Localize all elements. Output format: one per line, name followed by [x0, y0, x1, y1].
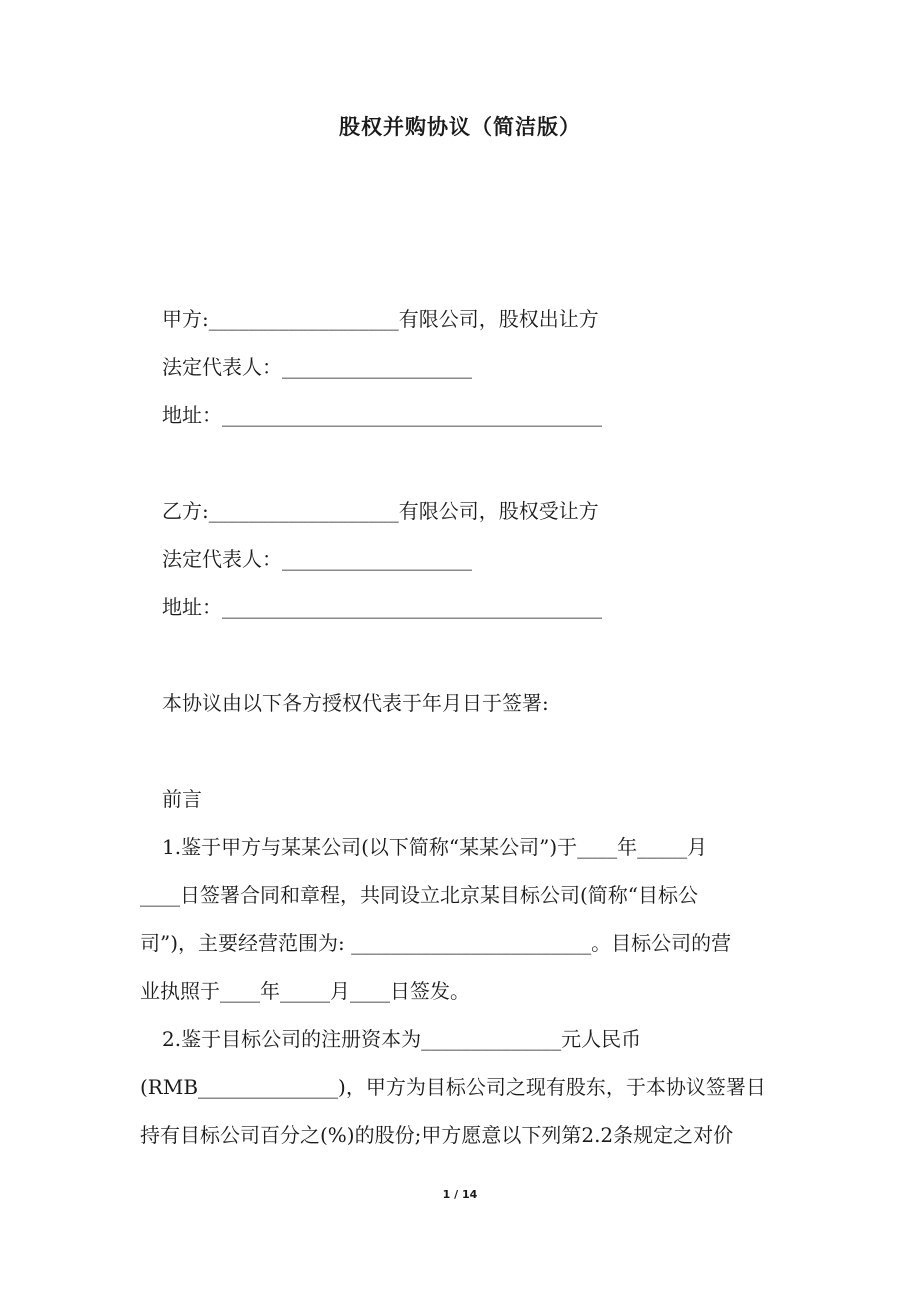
signing-statement: 本协议由以下各方授权代表于年月日于签署: — [162, 691, 549, 715]
clause-2-line: 2.鉴于目标公司的注册资本为______________元人民币 — [162, 1027, 642, 1051]
party-a-representative-line: 法定代表人：___________________ — [162, 355, 472, 379]
clause-2-line: 持有目标公司百分之(%)的股份;甲方愿意以下列第2.2条规定之对价 — [140, 1123, 734, 1147]
clause-2-line: (RMB______________)，甲方为目标公司之现有股东，于本协议签署日 — [140, 1075, 766, 1099]
party-a-address-line: 地址：______________________________________ — [162, 403, 602, 427]
document-title: 股权并购协议（简洁版） — [339, 115, 581, 139]
preamble-heading: 前言 — [162, 787, 202, 811]
clause-1-line: 业执照于____年_____月____日签发。 — [140, 979, 470, 1003]
page-number: 1 / 14 — [442, 1188, 478, 1201]
party-b-representative-line: 法定代表人：___________________ — [162, 547, 472, 571]
party-b-name-line: 乙方:___________________有限公司，股权受让方 — [162, 499, 599, 523]
clause-1-line: ____日签署合同和章程，共同设立北京某目标公司(简称“目标公 — [140, 883, 699, 907]
party-b-address-line: 地址：______________________________________ — [162, 595, 602, 619]
party-a-name-line: 甲方:___________________有限公司，股权出让方 — [162, 307, 599, 331]
clause-1-line: 1.鉴于甲方与某某公司(以下简称“某某公司”)于____年_____月 — [162, 835, 708, 859]
clause-1-line: 司”)，主要经营范围为: ________________________。目标公司的营 — [140, 931, 732, 955]
